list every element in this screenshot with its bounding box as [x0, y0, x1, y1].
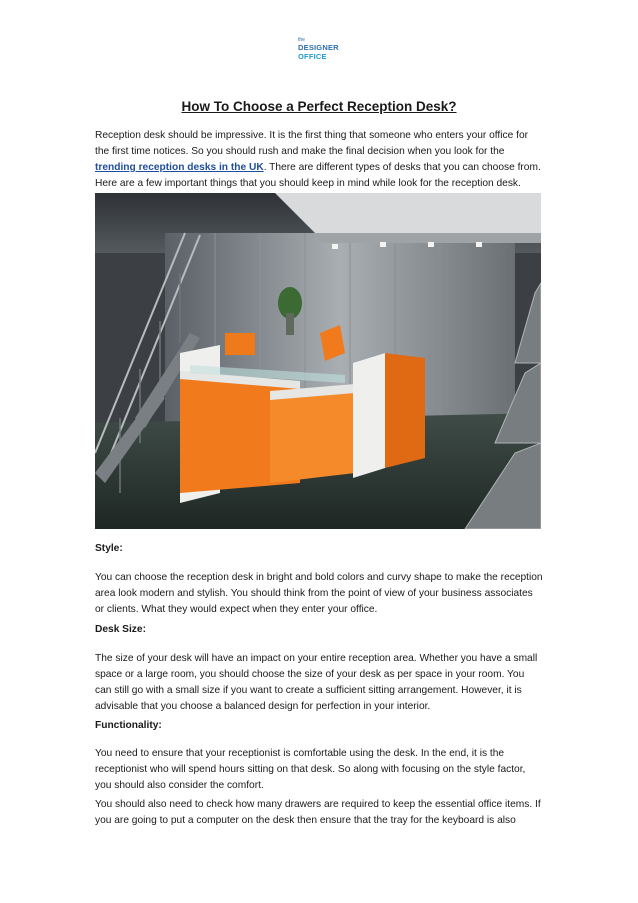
- functionality-paragraph-2: You should also need to check how many drawers are required to keep the essential office items. If you are going to put a computer on the desk then ensure that the tray for the keyboard is also: [95, 799, 541, 826]
- intro-text-after: . There are different types of desks that you can choose from. Here are a few important things that you should keep in mind while look for the reception desk.: [95, 162, 541, 189]
- logo-office: OFFICE: [298, 52, 327, 61]
- trending-desks-link[interactable]: trending reception desks in the UK: [95, 162, 264, 173]
- reception-desk-illustration: [95, 193, 541, 529]
- intro-text-before: Reception desk should be impressive. It is the first thing that someone who enters your office for the first time notices. So you should rush and make the final decision when you look for the: [95, 130, 529, 157]
- functionality-heading: Functionality:: [95, 720, 162, 731]
- intro-paragraph: [95, 128, 543, 192]
- reception-desk-photo: [95, 193, 541, 529]
- desk-size-heading: Desk Size:: [95, 624, 146, 635]
- style-paragraph: You can choose the reception desk in bright and bold colors and curvy shape to make the reception area look modern and stylish. You should think from the point of view of your business associates or clients. What they would expect when they enter your office.: [95, 572, 543, 615]
- logo-designer: DESIGNER: [298, 43, 339, 52]
- designer-office-logo: [298, 38, 358, 68]
- page-title: How To Choose a Perfect Reception Desk?: [181, 99, 457, 114]
- logo-the: the: [298, 37, 305, 43]
- style-heading: Style:: [95, 543, 123, 554]
- functionality-paragraph-1: You need to ensure that your receptionist is comfortable using the desk. In the end, it is the receptionist who will spend hours sitting on that desk. So along with focusing on the style factor, you should also consider the comfort.: [95, 748, 526, 791]
- desk-size-paragraph: The size of your desk will have an impact on your entire reception area. Whether you have a small space or a large room, you should choose the size of your desk as per space in your room. You can still go with a small size if you want to create a sufficient sitting arrangement. However, it is advisable that you choose a balanced design for perfection in your interior.: [95, 653, 538, 712]
